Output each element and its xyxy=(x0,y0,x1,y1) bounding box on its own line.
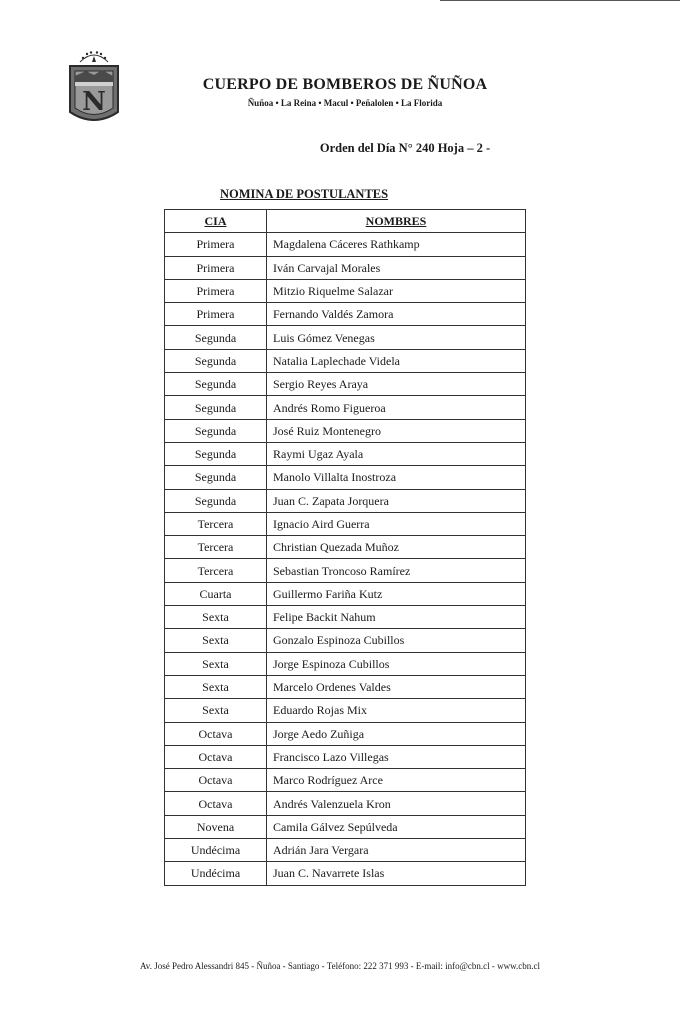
cia-cell: Primera xyxy=(165,256,267,279)
cia-cell: Tercera xyxy=(165,536,267,559)
name-cell: Gonzalo Espinoza Cubillos xyxy=(267,629,526,652)
order-of-the-day-line: Orden del Día N° 240 Hoja – 2 - xyxy=(319,141,491,155)
table-row xyxy=(165,326,526,349)
table-row xyxy=(165,629,526,652)
cia-cell: Segunda xyxy=(165,326,267,349)
top-edge-line xyxy=(440,0,680,1)
cia-cell: Tercera xyxy=(165,559,267,582)
table-row xyxy=(165,839,526,862)
table-row xyxy=(165,862,526,885)
cia-cell: Cuarta xyxy=(165,582,267,605)
cia-cell: Primera xyxy=(165,303,267,326)
cia-cell: Segunda xyxy=(165,489,267,512)
name-cell: Andrés Valenzuela Kron xyxy=(267,792,526,815)
table-row xyxy=(165,722,526,745)
name-cell: Christian Quezada Muñoz xyxy=(267,536,526,559)
table-row xyxy=(165,792,526,815)
name-cell: Sebastian Troncoso Ramírez xyxy=(267,559,526,582)
table-row xyxy=(165,466,526,489)
table-row xyxy=(165,396,526,419)
name-cell: Guillermo Fariña Kutz xyxy=(267,582,526,605)
name-cell: Marco Rodríguez Arce xyxy=(267,769,526,792)
cia-cell: Primera xyxy=(165,233,267,256)
cia-cell: Segunda xyxy=(165,466,267,489)
cia-cell: Octava xyxy=(165,722,267,745)
name-cell: Jorge Aedo Zuñiga xyxy=(267,722,526,745)
name-cell: Raymi Ugaz Ayala xyxy=(267,442,526,465)
cia-cell: Segunda xyxy=(165,442,267,465)
footer-address: Av. José Pedro Alessandri 845 - Ñuñoa - Santiago - Teléfono: 222 371 993 - E-mail: info@cbn.cl - www.cbn.cl xyxy=(139,961,541,971)
cia-cell: Undécima xyxy=(165,839,267,862)
name-cell: Mitzio Riquelme Salazar xyxy=(267,279,526,302)
name-cell: José Ruiz Montenegro xyxy=(267,419,526,442)
name-cell: Ignacio Aird Guerra xyxy=(267,512,526,535)
name-cell: Fernando Valdés Zamora xyxy=(267,303,526,326)
cia-cell: Sexta xyxy=(165,699,267,722)
column-header-nombres: NOMBRES xyxy=(267,210,526,233)
cia-cell: Novena xyxy=(165,815,267,838)
cia-cell: Primera xyxy=(165,279,267,302)
name-cell: Sergio Reyes Araya xyxy=(267,373,526,396)
cia-cell: Octava xyxy=(165,769,267,792)
name-cell: Manolo Villalta Inostroza xyxy=(267,466,526,489)
table-row xyxy=(165,419,526,442)
fire-brigade-emblem xyxy=(66,46,122,126)
cia-cell: Octava xyxy=(165,792,267,815)
cia-cell: Undécima xyxy=(165,862,267,885)
name-cell: Marcelo Ordenes Valdes xyxy=(267,675,526,698)
column-header-cia: CIA xyxy=(165,210,267,233)
cia-cell: Sexta xyxy=(165,629,267,652)
table-row xyxy=(165,675,526,698)
name-cell: Natalia Laplechade Videla xyxy=(267,349,526,372)
name-cell: Jorge Espinoza Cubillos xyxy=(267,652,526,675)
table-row xyxy=(165,745,526,768)
name-cell: Adrián Jara Vergara xyxy=(267,839,526,862)
name-cell: Magdalena Cáceres Rathkamp xyxy=(267,233,526,256)
cia-cell: Sexta xyxy=(165,606,267,629)
name-cell: Felipe Backit Nahum xyxy=(267,606,526,629)
table-row xyxy=(165,279,526,302)
table-row xyxy=(165,559,526,582)
cia-cell: Sexta xyxy=(165,652,267,675)
table-header-row xyxy=(165,210,526,233)
cia-cell: Segunda xyxy=(165,419,267,442)
name-cell: Francisco Lazo Villegas xyxy=(267,745,526,768)
table-body xyxy=(165,233,526,885)
name-cell: Luis Gómez Venegas xyxy=(267,326,526,349)
applicants-table xyxy=(164,209,526,886)
name-cell: Eduardo Rojas Mix xyxy=(267,699,526,722)
cia-cell: Segunda xyxy=(165,349,267,372)
table-row xyxy=(165,536,526,559)
name-cell: Juan C. Zapata Jorquera xyxy=(267,489,526,512)
name-cell: Andrés Romo Figueroa xyxy=(267,396,526,419)
organization-subtitle: Ñuñoa • La Reina • Macul • Peñalolen • La Florida xyxy=(247,98,443,108)
table-row xyxy=(165,303,526,326)
name-cell: Juan C. Navarrete Islas xyxy=(267,862,526,885)
table-row xyxy=(165,512,526,535)
table-row xyxy=(165,699,526,722)
emblem-letter: N xyxy=(82,87,106,117)
cia-cell: Octava xyxy=(165,745,267,768)
table-row xyxy=(165,606,526,629)
table-row xyxy=(165,442,526,465)
table-row xyxy=(165,373,526,396)
cia-cell: Segunda xyxy=(165,396,267,419)
table-title: NOMINA DE POSTULANTES xyxy=(220,187,389,201)
name-cell: Iván Carvajal Morales xyxy=(267,256,526,279)
table-row xyxy=(165,349,526,372)
name-cell: Camila Gálvez Sepúlveda xyxy=(267,815,526,838)
table-row xyxy=(165,233,526,256)
table-row xyxy=(165,489,526,512)
cia-cell: Sexta xyxy=(165,675,267,698)
table-row xyxy=(165,652,526,675)
cia-cell: Segunda xyxy=(165,373,267,396)
cia-cell: Tercera xyxy=(165,512,267,535)
table-row xyxy=(165,769,526,792)
table-row xyxy=(165,582,526,605)
table-row xyxy=(165,256,526,279)
organization-title: CUERPO DE BOMBEROS DE ÑUÑOA xyxy=(202,76,488,93)
table-row xyxy=(165,815,526,838)
